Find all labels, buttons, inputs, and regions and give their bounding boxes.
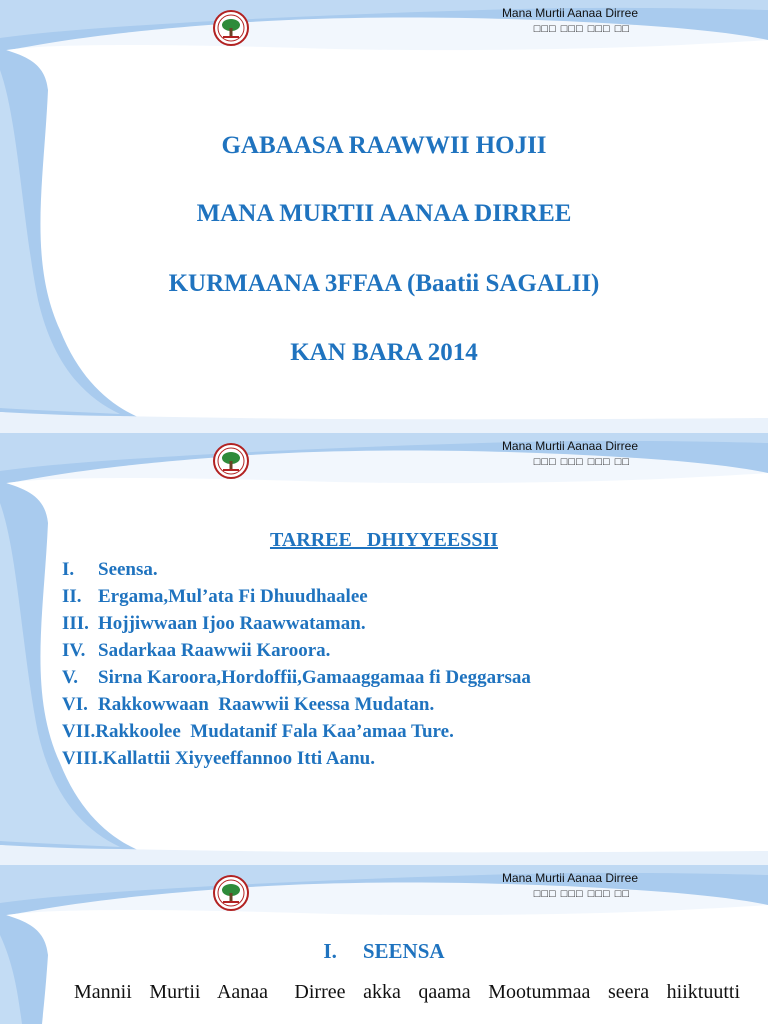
section-heading-text: SEENSA (362, 939, 445, 963)
toc-item-text: Hojjiwwaan Ijoo Raawwataman. (98, 613, 366, 634)
toc-item-number: V. (62, 667, 79, 688)
logo-icon (211, 875, 251, 911)
toc-heading: TARREE DHIYYEESSII (269, 529, 499, 551)
header-org-name-ethiopic: □□□ □□□ □□□ □□ (533, 456, 630, 468)
logo-icon (211, 443, 251, 479)
toc-item-text: Kallattii Xiyyeeffannoo Itti Aanu. (102, 748, 375, 769)
header-org (502, 870, 638, 902)
header-org (502, 438, 638, 470)
intro-paragraph: Mannii Murtii Aanaa Dirree akka qaama Mootummaa seera hiiktuutti (74, 981, 740, 1003)
toc-item-number: VI. (62, 694, 88, 715)
toc-item (62, 664, 531, 691)
header-org-name: Mana Murtii Aanaa Dirree (501, 6, 638, 20)
report-title-line-4: KAN BARA 2014 (290, 339, 478, 366)
toc-item (62, 583, 531, 610)
toc-item (62, 637, 531, 664)
toc-item-text: Seensa. (98, 559, 158, 580)
report-title-line-3: KURMAANA 3FFAA (Baatii SAGALII) (168, 270, 600, 297)
slide-title (0, 0, 768, 433)
toc-item-text: Sadarkaa Raawwii Karoora. (98, 640, 331, 661)
header-org-name-ethiopic: □□□ □□□ □□□ □□ (533, 888, 630, 900)
report-title-line-1: GABAASA RAAWWII HOJII (221, 132, 547, 159)
toc-item-text: Rakkoolee Mudatanif Fala Kaa’amaa Ture. (95, 721, 454, 742)
header-org-name: Mana Murtii Aanaa Dirree (501, 871, 638, 885)
section-heading-number: I. (323, 939, 337, 963)
toc-item (62, 691, 531, 718)
header-org-name: Mana Murtii Aanaa Dirree (501, 439, 638, 453)
toc-item-number: III. (62, 613, 89, 634)
header-org (502, 5, 638, 37)
toc-item-text: Sirna Karoora,Hordoffii,Gamaaggamaa fi Deggarsaa (98, 667, 531, 688)
toc-item-text: Rakkowwaan Raawwii Keessa Mudatan. (98, 694, 435, 715)
toc-item (62, 556, 531, 583)
header-org-name-ethiopic: □□□ □□□ □□□ □□ (533, 23, 630, 35)
report-title-line-2: MANA MURTII AANAA DIRREE (196, 200, 572, 227)
slide-introduction (0, 865, 768, 1024)
toc-item-text: Ergama,Mul’ata Fi Dhuudhaalee (98, 586, 368, 607)
logo-icon (211, 10, 251, 46)
toc-item-number: VIII. (62, 748, 103, 769)
toc-item-number: IV. (62, 640, 86, 661)
toc-item-number: VII. (62, 721, 96, 742)
slide-table-of-contents (0, 433, 768, 865)
toc-item-number: I. (62, 559, 75, 580)
toc-item (62, 718, 531, 745)
toc-item (62, 610, 531, 637)
section-heading (0, 939, 768, 964)
toc-list (62, 556, 531, 772)
toc-item (62, 745, 531, 772)
toc-item-number: II. (62, 586, 82, 607)
